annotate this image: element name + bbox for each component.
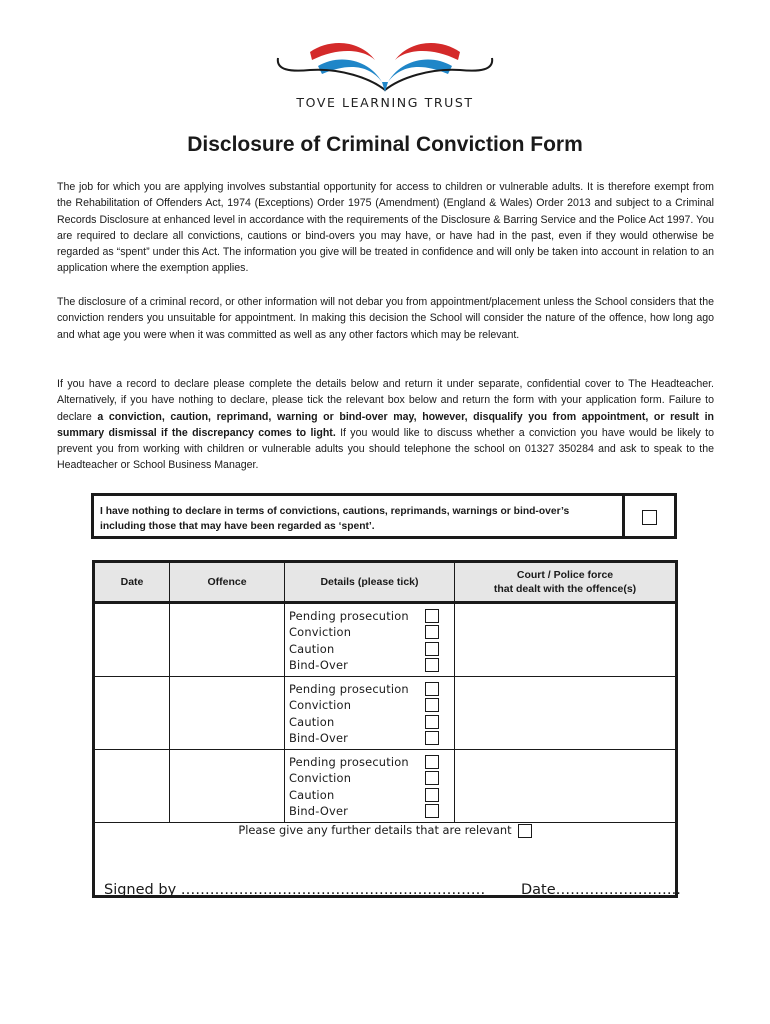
option-bind-over (285, 657, 454, 673)
convictions-table (92, 560, 678, 898)
date-cell[interactable] (94, 750, 170, 823)
pending-checkbox[interactable] (425, 609, 439, 623)
header-court (455, 562, 677, 603)
further-details-checkbox[interactable] (518, 824, 532, 838)
option-label: Conviction (289, 771, 352, 786)
option-conviction (285, 697, 454, 713)
details-cell (285, 677, 455, 750)
option-pending (285, 681, 454, 697)
p3-text-a: If you have a record to declare please complete the details below and return it under separate, confidential cover to The Headteacher. Alternatively, if you have nothing to declare, please tick the relevant box below and return the form with your application form. Failure to declare (57, 378, 714, 423)
details-cell (285, 603, 455, 677)
header-date: Date (94, 562, 170, 603)
declaration-text: I have nothing to declare in terms of convictions, cautions, reprimands, warnings or bind-over’s including those that may have been regarded as ‘spent’. (100, 506, 570, 532)
option-label: Conviction (289, 698, 352, 713)
nothing-to-declare-checkbox[interactable] (642, 510, 657, 525)
caution-checkbox[interactable] (425, 642, 439, 656)
option-label: Caution (289, 714, 335, 729)
date-cell[interactable] (94, 603, 170, 677)
logo-text: TOVE LEARNING TRUST (296, 95, 474, 110)
option-caution (285, 641, 454, 657)
option-conviction (285, 624, 454, 640)
option-pending (285, 754, 454, 770)
further-details-label: Please give any further details that are relevant (238, 823, 512, 837)
conviction-checkbox[interactable] (425, 625, 439, 639)
bind-over-checkbox[interactable] (425, 804, 439, 818)
option-caution (285, 714, 454, 730)
table-row (94, 603, 677, 677)
court-cell[interactable] (455, 677, 677, 750)
logo-wings-icon (270, 30, 500, 100)
court-cell[interactable] (455, 750, 677, 823)
option-label: Pending prosecution (289, 609, 409, 624)
intro-paragraph-2: The disclosure of a criminal record, or other information will not debar you from appointment/placement unless the School considers that the conviction renders you unsuitable for appointment. In making this decision the School will consider the nature of the offence, how long ago and what age you were when it was committed as well as any other factors which may be relevant. (57, 296, 714, 341)
header-details: Details (please tick) (285, 562, 455, 603)
p3-bold-text: a conviction, caution, reprimand, warning or bind-over may, however, disqualify you from appointment, or result in summary dismissal if the discrepancy comes to light. (57, 410, 714, 439)
table-row (94, 750, 677, 823)
option-label: Bind-Over (289, 658, 349, 673)
option-label: Pending prosecution (289, 755, 409, 770)
bind-over-checkbox[interactable] (425, 658, 439, 672)
option-label: Bind-Over (289, 804, 349, 819)
header-offence: Offence (170, 562, 285, 603)
intro-paragraph-3 (57, 376, 714, 474)
offence-cell[interactable] (170, 603, 285, 677)
offence-cell[interactable] (170, 750, 285, 823)
option-bind-over (285, 730, 454, 746)
option-caution (285, 787, 454, 803)
header-court-line2: that dealt with the offence(s) (493, 583, 637, 595)
nothing-to-declare-box (91, 493, 677, 539)
details-cell (285, 750, 455, 823)
option-pending (285, 608, 454, 624)
option-label: Caution (289, 787, 335, 802)
header-court-line1: Court / Police force (516, 569, 614, 581)
option-bind-over (285, 803, 454, 819)
caution-checkbox[interactable] (425, 788, 439, 802)
option-label: Bind-Over (289, 731, 349, 746)
table-header-row (94, 562, 677, 603)
option-conviction (285, 770, 454, 786)
caution-checkbox[interactable] (425, 715, 439, 729)
divider (622, 496, 625, 536)
option-label: Pending prosecution (289, 682, 409, 697)
table-row (94, 677, 677, 750)
pending-checkbox[interactable] (425, 682, 439, 696)
offence-cell[interactable] (170, 677, 285, 750)
signed-by-field[interactable]: Signed by ……………………………………………………… (104, 882, 486, 898)
bind-over-checkbox[interactable] (425, 731, 439, 745)
p3-text-b: If you would like to discuss whether a conviction you have would be likely to prevent you from working with children or vulnerable adults you should telephone the school on 01327 350284 and ask to speak to the Headteacher or School Business Manager. (57, 426, 714, 472)
option-label: Caution (289, 641, 335, 656)
intro-paragraph-1: The job for which you are applying involves substantial opportunity for access to children or vulnerable adults. It is therefore exempt from the Rehabilitation of Offenders Act, 1974 (Exceptions) Order 1975 (Amendment) (England & Wales) Order 2013 and subject to a Criminal Records Disclosure at enhanced level in accordance with the requirements of the Disclosure & Barring Service and the Police Act 1997. You are required to declare all convictions, cautions or bind-overs you may have, or have had in the past, even if they would otherwise be regarded as “spent” under this Act. The information you give will be treated in confidence and will only be taken into account in relation to an application where the exemption applies. (57, 181, 714, 275)
date-cell[interactable] (94, 677, 170, 750)
tove-logo (270, 30, 500, 115)
date-field[interactable]: Date…………………….. (521, 882, 681, 898)
page-title: Disclosure of Criminal Conviction Form (187, 133, 583, 156)
conviction-checkbox[interactable] (425, 698, 439, 712)
court-cell[interactable] (455, 603, 677, 677)
pending-checkbox[interactable] (425, 755, 439, 769)
conviction-checkbox[interactable] (425, 771, 439, 785)
option-label: Conviction (289, 625, 352, 640)
